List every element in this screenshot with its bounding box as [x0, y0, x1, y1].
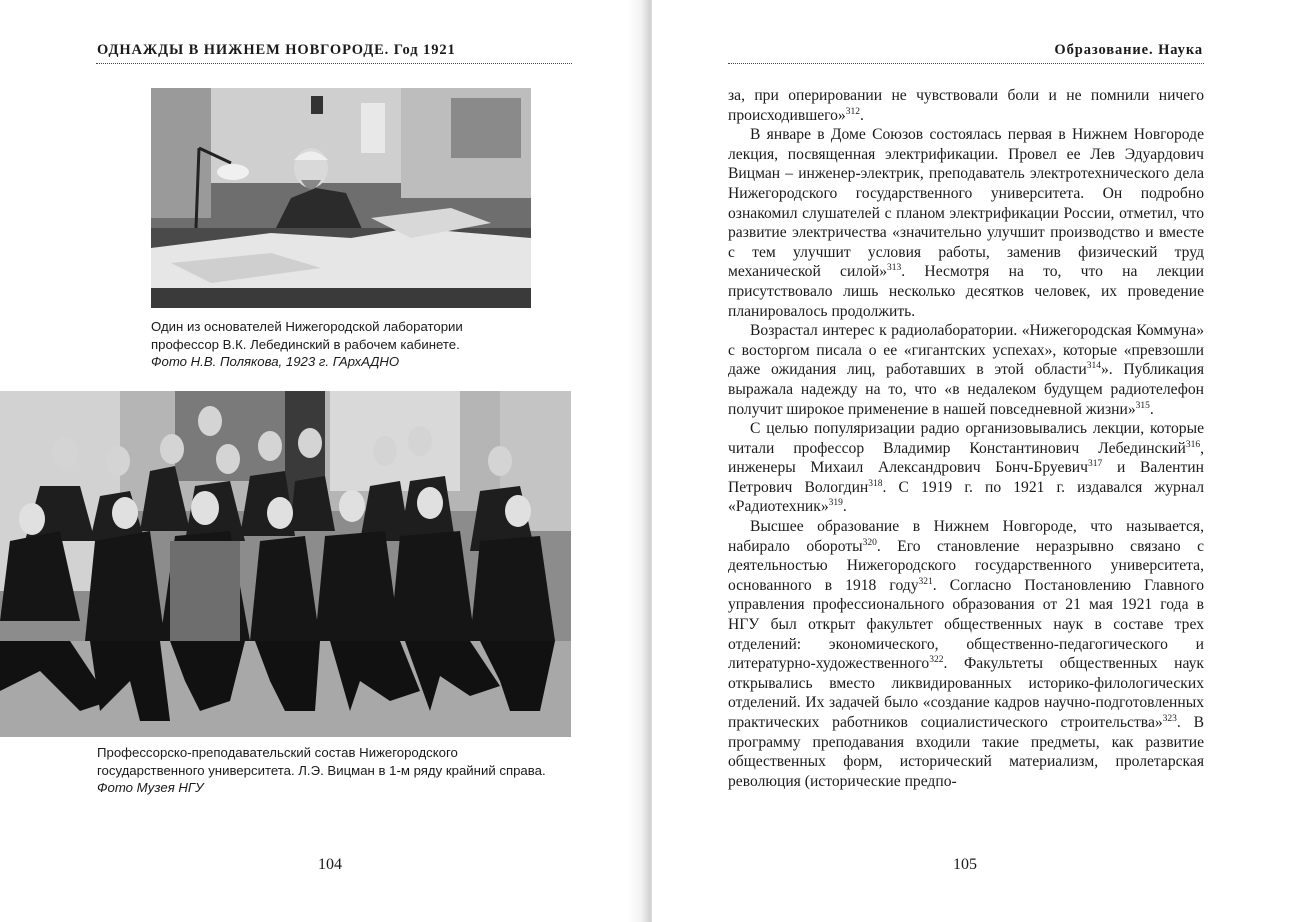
right-page [652, 0, 1300, 922]
p1-tail: . [859, 106, 864, 124]
photo-lebedinsky-office [151, 88, 531, 308]
p1-text: за, при оперировании не чувствовали боли и не помнили ничего происходившего» [728, 87, 1204, 124]
p5-text-a: Высшее образование в Нижнем Новгороде, что называется, набирало обороты [728, 518, 1204, 555]
footnote-ref: 314 [1086, 361, 1101, 372]
header-rule-right [728, 63, 1204, 64]
p3-text-a: Возрастал интерес к радиолаборатории. «Нижегородская Коммуна» с восторгом писала о ее «гигантских успехах», которые «превзошли даже ожидания лиц, работавших в этой области [728, 322, 1204, 379]
photo1-caption [151, 318, 591, 371]
p4-text-a: С целью популяризации радио организовывались лекции, которые читали профессор Владимир Константинович Лебединский [728, 420, 1204, 457]
page-number-left: 104 [318, 856, 342, 873]
footnote-ref: 312 [845, 106, 860, 117]
p3-text-c: . [1149, 400, 1154, 418]
footnote-ref: 319 [828, 498, 843, 509]
photo2-caption-source: Фото Музея НГУ [97, 780, 204, 795]
paragraph-5 [728, 517, 1204, 791]
p4-text-d: . С 1919 г. по 1921 г. издавался журнал «Радиотехник» [728, 478, 1205, 516]
footnote-ref: 317 [1088, 459, 1103, 470]
body-text [728, 86, 1204, 791]
footnote-ref: 318 [868, 478, 883, 489]
paragraph-3 [728, 321, 1204, 419]
p3-text-b: ». Публикация выражала надежду на то, что «в недалеком будущем радиотелефон получит широкое применение в нашей повседневной жизни» [728, 361, 1205, 418]
p5-text-b: . Его становление неразрывно связано с деятельностью Нижегородского государственного университета, основанного в 1918 году [728, 537, 1205, 594]
running-head-right: Образование. Наука [1054, 42, 1203, 58]
footnote-ref: 321 [918, 576, 933, 587]
paragraph-1 [728, 86, 1204, 125]
photo1-caption-source: Фото Н.В. Полякова, 1923 г. ГАрхАДНО [151, 354, 400, 369]
footnote-ref: 315 [1135, 400, 1150, 411]
p4-text-b: , инженеры Михаил Александрович Бонч-Бруевич [728, 439, 1204, 477]
footnote-ref: 313 [887, 263, 902, 274]
p2-text-b: . Несмотря на то, что на лекции присутствовало лишь несколько десятков человек, их проведение планировалось продолжить. [728, 263, 1204, 320]
paragraph-4 [728, 419, 1204, 517]
footnote-ref: 316 [1185, 439, 1201, 450]
photo-university-faculty [0, 391, 571, 737]
left-page [0, 0, 648, 922]
footnote-ref: 323 [1162, 713, 1177, 724]
paragraph-2 [728, 125, 1204, 321]
photo2-caption-line2: государственного университета. Л.Э. Вицман в 1-м ряду крайний справа. [97, 762, 546, 778]
photo1-caption-line1: Один из основателей Нижегородской лаборатории [151, 319, 463, 334]
photo1-caption-line2: профессор В.К. Лебединский в рабочем кабинете. [151, 336, 460, 352]
footnote-ref: 320 [862, 537, 877, 548]
footnote-ref: 322 [929, 655, 944, 666]
header-rule-left [96, 63, 572, 64]
photo2-caption-line1: Профессорско-преподавательский состав Нижегородского [97, 745, 458, 760]
p5-text-d: . Факультеты общественных наук открывались вместо ликвидированных историко-филологических отделений. Их задачей было «создание кадров научно-подготовленных практических работников социалистического строительства» [728, 655, 1204, 731]
page-number-right: 105 [953, 856, 977, 873]
p5-text-e: . В программу преподавания входили такие предметы, как развитие общественных форм, исторический материализм, пролетарская революция (исторические предпо- [728, 714, 1205, 790]
p4-text-e: . [842, 498, 847, 516]
p4-text-c: и Валентин Петрович Вологдин [728, 459, 1204, 496]
p2-text-a: В январе в Доме Союзов состоялась первая в Нижнем Новгороде лекция, посвященная электрификации. Провел ее Лев Эдуардович Вицман – инженер-электрик, преподаватель электротехнического дела Нижегородского государственного университета. Он подробно ознакомил слушателей с планом электрификации России, отметил, что развитие электричества «значительно улучшит производство и вместе с тем улучшит условия работы, заменив физический труд механической силой» [728, 126, 1204, 281]
running-head-left: ОДНАЖДЫ В НИЖНЕМ НОВГОРОДЕ. Год 1921 [97, 42, 456, 58]
photo2-caption [97, 744, 597, 797]
p5-text-c: . Согласно Постановлению Главного управления профессионального образования от 21 мая 1921 года в НГУ был открыт факультет общественных наук в составе трех отделений: экономического, общественно-педагогического и литературно-художественного [728, 576, 1205, 673]
